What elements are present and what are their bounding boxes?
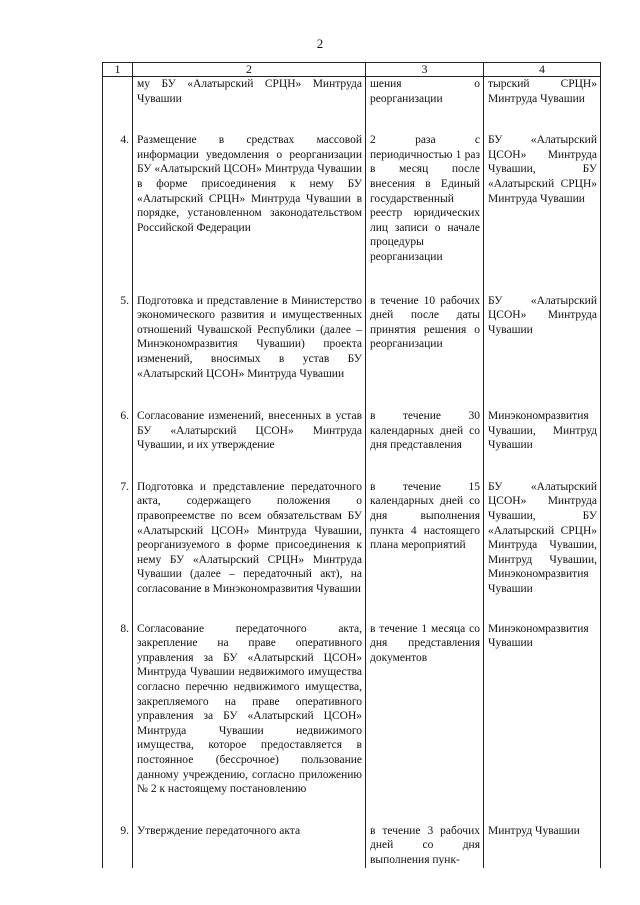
row-number: 5.: [103, 294, 133, 410]
row-term: 2 раза с периодичностью 1 раз в месяц после внесения в Единый государственный реестр юридических лиц записи о начале процедуры реорганизации: [366, 133, 484, 293]
table-row: [103, 133, 601, 293]
row-action: Утверждение передаточного акта: [133, 824, 366, 868]
row-action: Размещение в средствах массовой информации уведомления о реорганизации БУ «Алатырский ЦСОН» Минтруда Чувашии в форме присоединения к нему БУ «Алатырский СРЦН» Минтруда Чувашии в порядке, установленном законодательством Российской Федерации: [133, 133, 366, 293]
table-row: [103, 77, 601, 134]
table-row: [103, 294, 601, 410]
row-responsible: Минтруд Чувашии: [484, 824, 601, 868]
table-row: [103, 480, 601, 622]
row-action: му БУ «Алатырский СРЦН» Минтруда Чувашии: [133, 77, 366, 134]
row-number: 6.: [103, 409, 133, 480]
column-header-action: 2: [133, 63, 366, 77]
table-row: [103, 824, 601, 868]
row-term: в течение 3 рабочих дней со дня выполнения пунк-: [366, 824, 484, 868]
row-responsible: БУ «Алатырский ЦСОН» Минтруда Чувашии: [484, 294, 601, 410]
row-term: шения о реорганизации: [366, 77, 484, 134]
column-header-responsible: 4: [484, 63, 601, 77]
row-number: 7.: [103, 480, 133, 622]
table-row: [103, 409, 601, 480]
row-action: Подготовка и представление передаточного акта, содержащего положения о правопреемстве по всем обязательствам БУ «Алатырский ЦСОН» Минтруда Чувашии, реорганизуемого в форме присоединения к нему БУ «Алатырский СРЦН» Минтруда Чувашии (далее – передаточный акт), на согласование в Минэкономразвития Чувашии: [133, 480, 366, 622]
row-action: Подготовка и представление в Министерство экономического развития и имущественных отношений Чувашской Республики (далее – Минэкономразвития Чувашии) проекта изменений, вносимых в устав БУ «Алатырский ЦСОН» Минтруда Чувашии: [133, 294, 366, 410]
row-responsible: БУ «Алатырский ЦСОН» Минтруда Чувашии, БУ «Алатырский СРЦН» Минтруда Чувашии, Минтруд Чувашии, Минэкономразвития Чувашии: [484, 480, 601, 622]
column-header-term: 3: [366, 63, 484, 77]
table-row: [103, 622, 601, 824]
row-action: Согласование изменений, внесенных в устав БУ «Алатырский ЦСОН» Минтруда Чувашии, и их утверждение: [133, 409, 366, 480]
row-term: в течение 10 рабочих дней после даты принятия решения о реорганизации: [366, 294, 484, 410]
table-header-row: [103, 63, 601, 77]
row-number: 8.: [103, 622, 133, 824]
row-term: в течение 15 календарных дней со дня выполнения пункта 4 настоящего плана мероприятий: [366, 480, 484, 622]
row-responsible: БУ «Алатырский ЦСОН» Минтруда Чувашии, БУ «Алатырский СРЦН» Минтруда Чувашии: [484, 133, 601, 293]
page-number: 2: [316, 36, 324, 51]
row-action: Согласование передаточного акта, закрепление на праве оперативного управления за БУ «Алатырский ЦСОН» Минтруда Чувашии недвижимого имущества согласно перечню недвижимого имущества, закрепляемого на праве оперативного управления за БУ «Алатырский ЦСОН» Минтруда Чувашии недвижимого имущества, которое предоставляется в постоянное (бессрочное) пользование данному учреждению, согласно приложению № 2 к настоящему постановлению: [133, 622, 366, 824]
row-responsible: Минэкономразвития Чувашии, Минтруд Чувашии: [484, 409, 601, 480]
row-responsible: Минэкономразвития Чувашии: [484, 622, 601, 824]
row-term: в течение 30 календарных дней со дня представления: [366, 409, 484, 480]
row-responsible: тырский СРЦН» Минтруда Чувашии: [484, 77, 601, 134]
row-number: [103, 77, 133, 134]
row-term: в течение 1 месяца со дня представления документов: [366, 622, 484, 824]
action-plan-table: [102, 62, 601, 868]
row-number: 9.: [103, 824, 133, 868]
row-number: 4.: [103, 133, 133, 293]
column-header-number: 1: [103, 63, 133, 77]
